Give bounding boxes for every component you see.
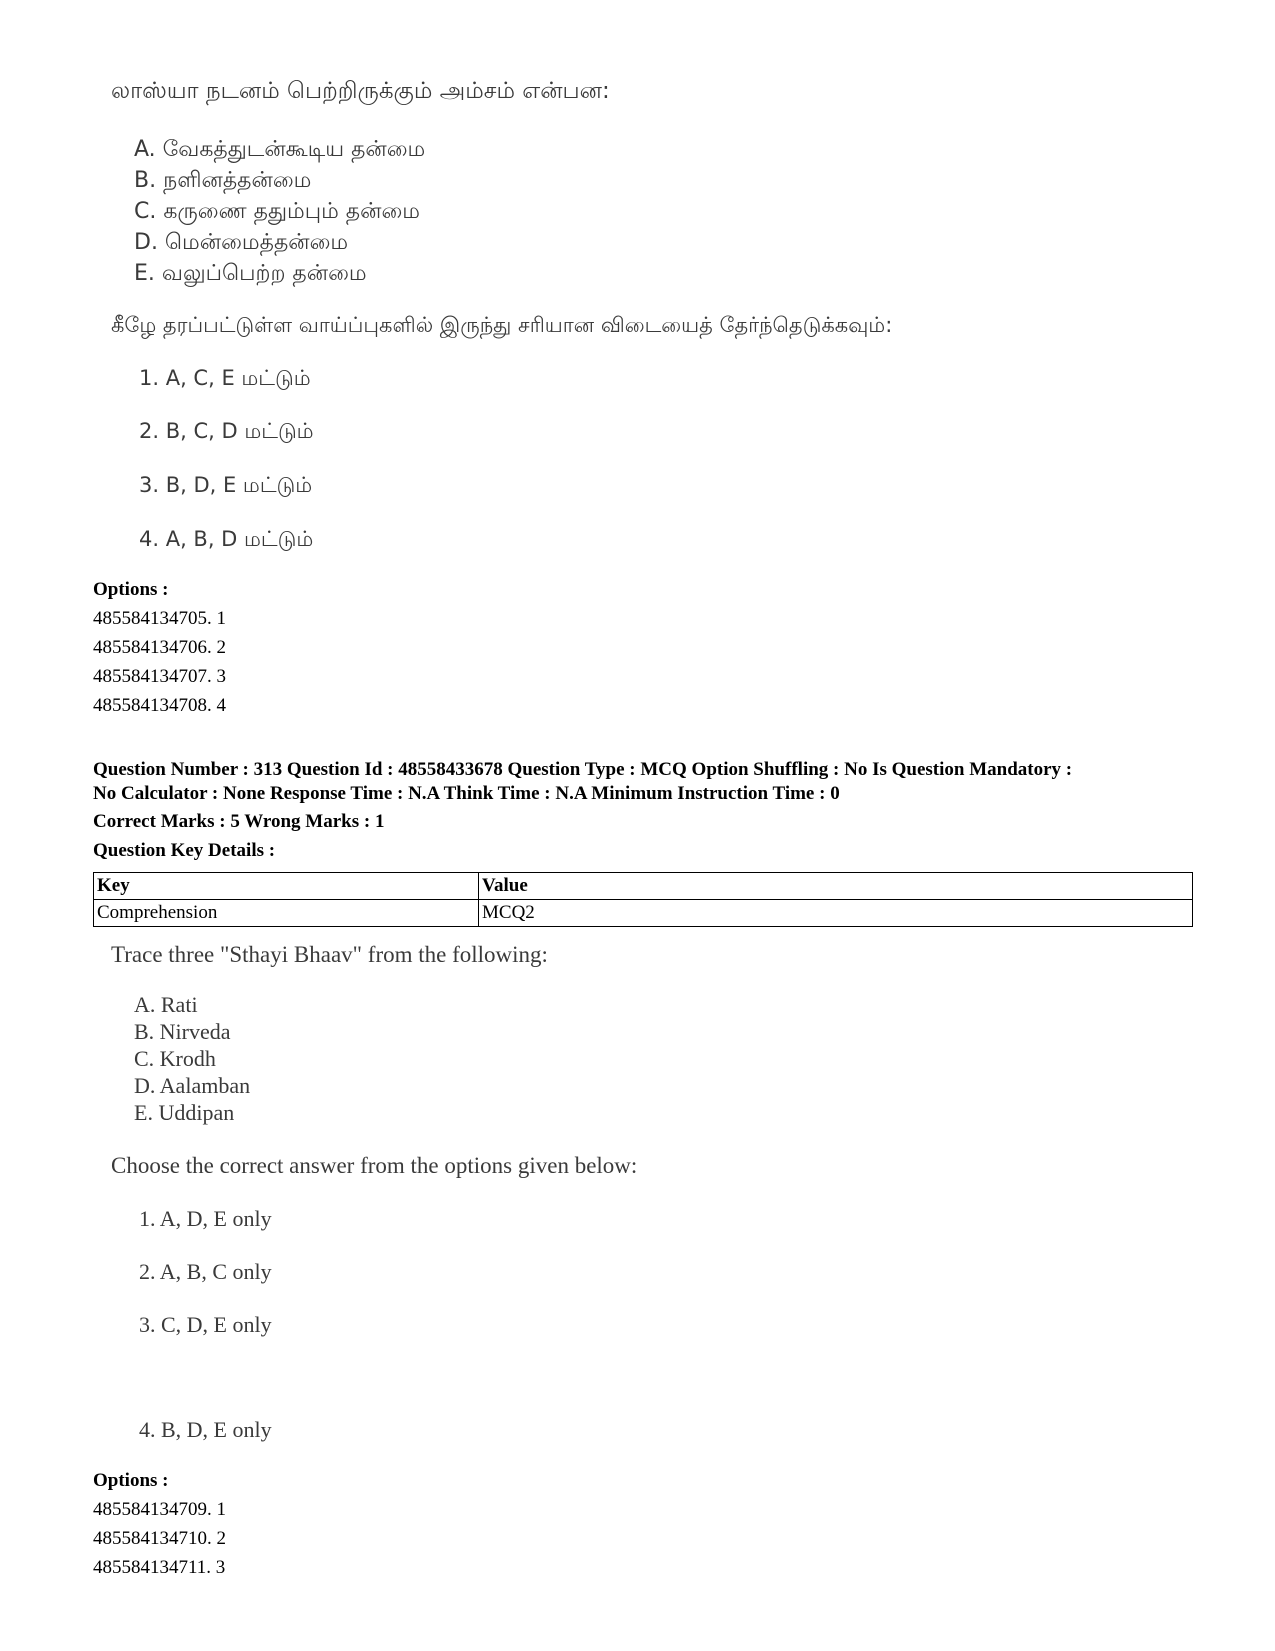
- choice-item: 3. C, D, E only: [139, 1312, 272, 1337]
- statement-item: B. நளினத்தன்மை: [134, 168, 312, 193]
- statement-item: E. Uddipan: [134, 1100, 235, 1125]
- question-meta-line-2: No Calculator : None Response Time : N.A Think Time : N.A Minimum Instruction Time : 0: [93, 783, 840, 804]
- table-cell-value: MCQ2: [479, 900, 1193, 927]
- statement-item: D. Aalamban: [134, 1073, 251, 1098]
- table-row: [94, 900, 1193, 927]
- option-id: 485584134707. 3: [93, 666, 226, 687]
- key-details-table: [93, 872, 1193, 927]
- options-label: Options :: [93, 1470, 169, 1491]
- table-header-row: [94, 873, 1193, 900]
- statement-item: A. Rati: [134, 992, 198, 1017]
- choice-item: 2. B, C, D மட்டும்: [139, 419, 314, 443]
- question-marks: Correct Marks : 5 Wrong Marks : 1: [93, 811, 385, 832]
- statement-item: B. Nirveda: [134, 1019, 231, 1044]
- statement-item: A. வேகத்துடன்கூடிய தன்மை: [134, 137, 426, 162]
- option-id: 485584134710. 2: [93, 1528, 226, 1549]
- choice-item: 2. A, B, C only: [139, 1259, 272, 1284]
- question-instruction: கீழே தரப்பட்டுள்ள வாய்ப்புகளில் இருந்து சரியான விடையைத் தேர்ந்தெடுக்கவும்:: [111, 313, 893, 337]
- choice-item: 1. A, D, E only: [139, 1206, 272, 1231]
- statement-item: C. Krodh: [134, 1046, 216, 1071]
- key-details-label: Question Key Details :: [93, 840, 276, 861]
- option-id: 485584134706. 2: [93, 637, 226, 658]
- choice-item: 1. A, C, E மட்டும்: [139, 366, 311, 390]
- statement-item: C. கருணை ததும்பும் தன்மை: [134, 199, 420, 224]
- question-instruction: Choose the correct answer from the options given below:: [111, 1153, 638, 1178]
- question-stem: Trace three "Sthayi Bhaav" from the following:: [111, 942, 548, 967]
- table-cell-key: Comprehension: [94, 900, 479, 927]
- option-id: 485584134709. 1: [93, 1499, 226, 1520]
- option-id: 485584134705. 1: [93, 608, 226, 629]
- options-label: Options :: [93, 579, 169, 600]
- statement-list: [134, 134, 425, 289]
- table-header-value: Value: [479, 873, 1193, 900]
- statement-item: E. வலுப்பெற்ற தன்மை: [134, 261, 367, 286]
- choice-item: 4. B, D, E only: [139, 1417, 272, 1442]
- choice-item: 4. A, B, D மட்டும்: [139, 527, 314, 551]
- statement-item: D. மென்மைத்தன்மை: [134, 230, 349, 255]
- choice-item: 3. B, D, E மட்டும்: [139, 473, 313, 497]
- question-meta-line-1: Question Number : 313 Question Id : 48558433678 Question Type : MCQ Option Shuffling : No Is Question Mandatory :: [93, 759, 1073, 780]
- question-stem: லாஸ்யா நடனம் பெற்றிருக்கும் அம்சம் என்பன:: [111, 78, 610, 104]
- statement-list: [134, 991, 250, 1126]
- table-header-key: Key: [94, 873, 479, 900]
- option-id: 485584134711. 3: [93, 1557, 226, 1578]
- option-id: 485584134708. 4: [93, 695, 226, 716]
